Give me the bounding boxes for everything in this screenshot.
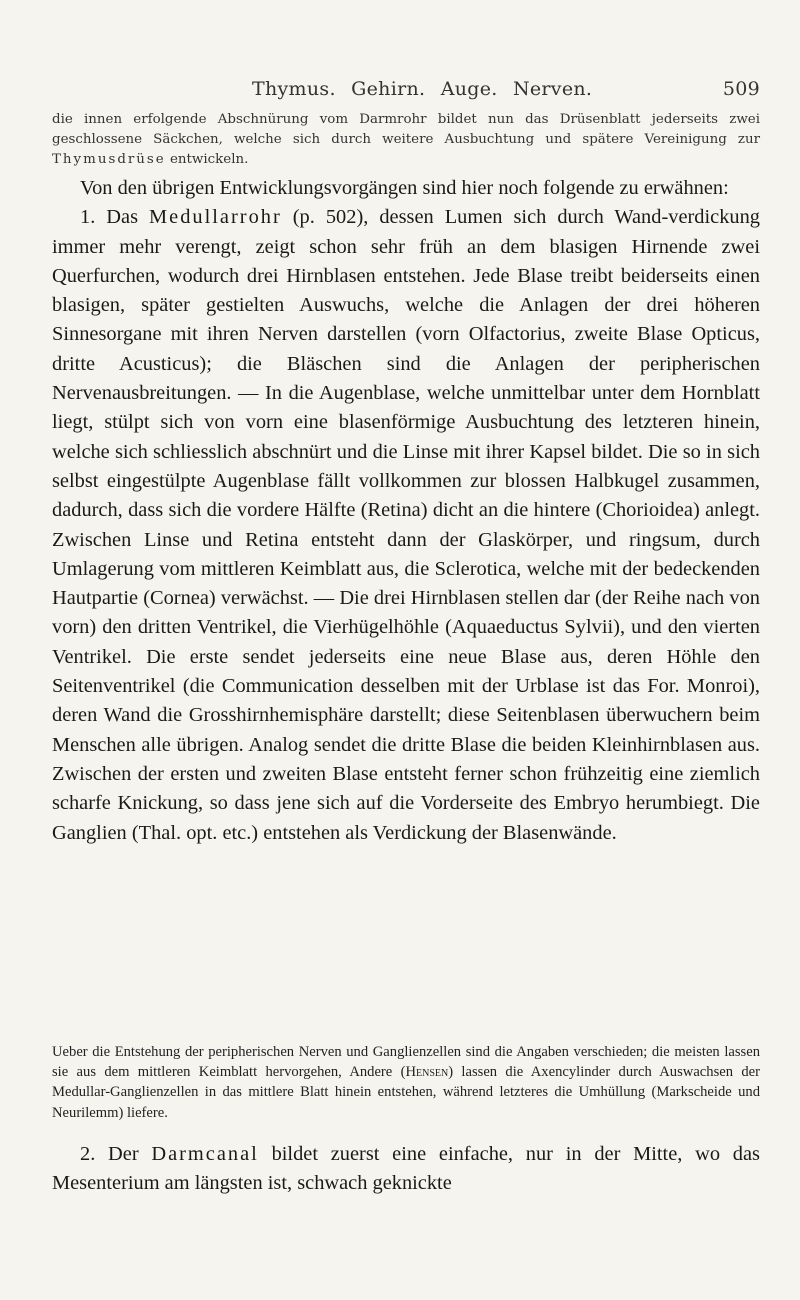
item1-number: 1. Das [80,206,139,229]
header-topic-2: Gehirn. [351,78,426,100]
main-text [52,174,760,848]
paragraph-intro: Von den übrigen Entwicklungsvorgängen sind hier noch folgende zu erwähnen: [80,177,729,199]
note-author: Hensen [405,1064,449,1081]
footnote-paragraph [52,1042,760,1123]
note-text-before: Ueber die Entstehung der peripherischen Nerven und Ganglienzellen sind die Angaben verschieden; die meisten lassen sie aus dem mittleren Keimblatt hervorgehen, Andere ( [52,1044,760,1081]
intro-end: entwickeln. [169,152,249,167]
paragraph-item-2 [52,1140,760,1199]
item2-text: bildet zuerst eine einfache, nur in der Mitte, wo das Mesenterium am längsten ist, schwach geknickte [52,1143,760,1195]
paragraph-item-1 [52,203,760,848]
item1-text: (p. 502), dessen Lumen sich durch Wand-verdickung immer mehr verengt, zeigt schon sehr früh an dem blasigen Hirnende zwei Querfurchen, wodurch drei Hirnblasen entstehen. Jede Blase treibt beiderseits einen blasigen, später gestielten Auswuchs, welche die Anlagen der drei höheren Sinnesorgane mit ihren Nerven darstellen (vorn Olfactorius, zweite Blase Opticus, dritte Acusticus); die Bläschen sind die Anlagen der peripherischen Nervenausbreitungen. — In die Augenblase, welche unmittelbar unter dem Hornblatt liegt, stülpt sich von vorn eine blasenförmige Ausbuchtung des letzteren hinein, welche sich schliesslich abschnürt und die Linse mit ihrer Kapsel bildet. Die so in sich selbst eingestülpte Augenblase fällt vollkommen zur blossen Halbkugel zusammen, dadurch, dass sich die vordere Hälfte (Retina) dicht an die hintere (Chorioidea) anlegt. Zwischen Linse und Retina entsteht dann der Glaskörper, und ringsum, durch Umlagerung vom mittleren Keimblatt aus, die Sclerotica, welche mit der bedeckenden Hautpartie (Cornea) verwächst. — Die drei Hirnblasen stellen dar (der Reihe nach von vorn) den dritten Ventrikel, die Vierhügelhöhle (Aquaeductus Sylvii), und den vierten Ventrikel. Die erste sendet jederseits eine neue Blase aus, deren Höhle den Seitenventrikel (die Communication desselben mit der Urblase ist das For. Monroi), deren Wand die Grosshirnhemisphäre darstellt; diese Seitenblasen überwuchern beim Menschen alle übrigen. Analog sendet die dritte Blase die beiden Kleinhirnblasen aus. Zwischen der ersten und zweiten Blase entsteht ferner schon frühzeitig eine ziemlich scharfe Knickung, so dass jene sich auf die Vorderseite des Embryo herumbiegt. Die Ganglien (Thal. opt. etc.) entstehen als Verdickung der Blasenwände. [52,206,760,844]
header-topic-4: Nerven. [512,78,593,100]
item2-number: 2. Der [80,1143,139,1165]
note-text-after: ) lassen die Axencylinder durch Auswachsen der Medullar-Ganglienzellen in das mittlere Blatt hinein entstehen, während letzteres die Umhüllung (Markscheide und Neurilemm) liefere. [52,1064,760,1121]
running-header [52,78,760,108]
header-topic-1: Thymus. [252,78,336,100]
header-topic-3: Auge. [440,78,498,100]
intro-continuation [52,110,760,170]
intro-text: die innen erfolgende Abschnürung vom Darmrohr bildet nun das Drüsenblatt jederseits zwei geschlossene Säckchen, welche sich durch weitere Ausbuchtung und spätere Vereinigung zur [52,112,760,147]
running-title [252,78,601,100]
page-number: 509 [722,78,760,100]
term-darmcanal: Darmcanal [151,1143,259,1165]
term-medullarrohr: Medullarrohr [149,206,282,229]
term-thymusdruese: Thymusdrüse [52,152,166,167]
